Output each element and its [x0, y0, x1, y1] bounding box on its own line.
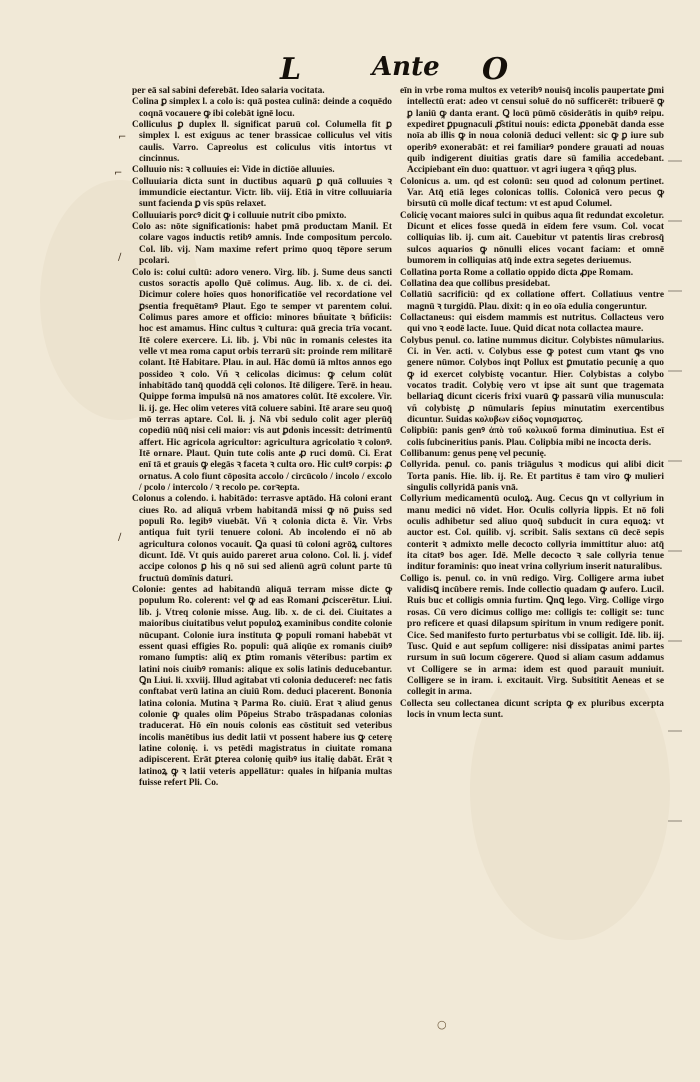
entry-paragraph: Collatina porta Rome a collatio oppido dicta ꝓpe Romam. [400, 267, 634, 278]
entry-paragraph: eīn in vrbe roma multos ex veteribꝰ nouisq̄ incolis paupertate ꝑmi intellectū erat: adeo vt censui soluē do nō sufficerēt: tribuerē ꝙ ꝑ laniū ꝙ danta erant. Ꝗ locū pūmō cōsiderātis in quibꝰ reipu. expediret ꝑpugnaculi ꝓ̄stitui nouis: edicta ꝓponebāt danda esse noīa ab illis ꝙ in noua coloniā deduci vellent: sic ꝙ ꝑ iure sub operibꝰ exonerabāt: et rei familiarꝰ pondere grauati ad nouas quib indigerent diuitias gratis dare sū familia accedebant. Accipiebant eīn duo: quattuor. vt agri iugera ꝛ qñqꝫ plus. [400, 86, 664, 176]
entry-paragraph: Colo is: colui cultū: adoro venero. Virg. lib. j. Sume deus sancti custos soractis apollo Quē colimus. Aug. lib. x. de ci. dei. Dicimur colere hoīes quos honorificatiōe vel recordatione vel ꝑsentia frequētamꝰ Plaut. Ego te semper vt parentem colui. Colimus pares amore et officio: minores bñuitate ꝛ bñficiis: hoc est amamus. Hinc cultus ꝛ cultura: quā grecia trīa vocant. Itē colere exercere. Li. lib. j. Vbi nūc in romanis celestes ita velle vt mea roma caput orbis terrarū sit: proinde rem militarē colant. Itē Habitare. Plau. in aul. Hāc domū iā mltos annos ego possideo ꝛ colo. Vñ ꝛ celicolas dicimus: ꝙ celum colūt inhabitādo tanq̄ quoddā cęli colonos. Itē diligere. Terē. in heau. Quippe forma impulsū nā nos amatores colūt. Itē excolere. Vir. li. ij. ge. Hec olim veteres vitā coluere sabini. Itē arare seu quoq̄ mō terras aptare. Col. li. j. Nā vbi sedulo colit ager plerūq̄ copediū nūq̄ nisi celi maior: vis aut ꝑdonis incessit: detrimentū affert. Hic agricola agricultor: agricultura agricolatio ꝛ colonꝰ. Itē ornare. Plaut. Quin tute colis ante ꝓ ruci domū. Ci. Erat enī tā et grauis ꝙ elegās ꝛ faceta ꝛ culta oro. Hic cultꝰ corpis: ꝓ ornatus. A colo fiunt cōposita accolo / circūcolo / incolo / excolo / pcolo / intercolo / ꝛ recolo pe. corꝛepta. [132, 267, 392, 494]
entry-paragraph: Colonus a colendo. i. habitādo: terrasve aptādo. Hā coloni erant ciues Ro. ad aliquā vrbem habitandā missi ꝙ nō ꝑuiss sed populi Ro. legibꝰ viuebāt. Vñ ꝛ colonia dicta ē. Vir. Vrbs antiqua fuit tyrii tenuere coloni. Ab incolendo eī nō ab agricultura colonos vocauit. Ꝗa quasi tū coloni agrōꝝ cultores dicunt. Idē. Vt quis auido pareret arua colono. Col. li. j. videf accipe colonos ꝑ his q nō sui sed alienū agrū colunt parte tū fructuū domīnis daturi. [132, 494, 392, 584]
entry-paragraph: per eā sal sabini deferebāt. Ideo salaria vocitata. [132, 86, 325, 96]
entry-paragraph: Collatina dea que collibus presidebat. [400, 278, 551, 289]
page-mark-glyph: ○ [437, 1018, 447, 1031]
running-head-right-letter: O [482, 52, 509, 87]
entry-paragraph: Collatiū sacrificiū: qd ex collatione offert. Collatiuus ventre magnū ꝛ turgidū. Plau. dixit: q in eo oīa edulia congeruntur. [400, 290, 664, 312]
entry-paragraph: Collecta seu collectanea dicunt scripta ꝙ ex pluribus excerpta locis in vnum lecta sunt. [400, 698, 664, 720]
running-head-left-letter: L [280, 52, 302, 87]
entry-paragraph: Collyrium medicamentū oculoꝝ. Aug. Cecus ꝗn vt collyrium in manu medici nō videt. Hor. Oculis collyria lippis. Et nō foli oculis adhibetur sed aliuo quoq̄ subducit in cura equoꝝ: vt auctor est. Col. quilib. vj. scribit. Salis sextans cū decē sepis conterit ꝛ admixto melle decocto collyria immittitur aluo: atq̄ ita citatꝰ bos ager. Idē. Melle decocto ꝛ sale collyria tenue inditur foraminis: quo ineat vrina collyrium inserit naturalibus. [400, 494, 664, 573]
entry-paragraph: Colliculus ꝑ duplex ll. significat paruū col. Columella fit ꝑ simplex l. est exiguus ac tener brassicae colliculus vel vitis caulis. Varro. Capreolus est coliculus vitis intortus vt cincinnus. [132, 120, 392, 165]
margin-bracket-mark: ∕ [118, 532, 122, 543]
entry-paragraph: Colluuiaria dicta sunt in ductibus aquarū ꝑ quā colluuies ꝛ immundicie eiectantur. Victr. lib. viij. Etiā in vitre colluuiaria sunt facienda ꝑ vis spūs relaxet. [132, 176, 392, 210]
margin-bracket-mark: ∕ [118, 252, 122, 263]
entry-paragraph: Colluuiaris porcꝰ dicit ꝙ i colluuie nutrit cibo pmixto. [132, 210, 347, 221]
entry-paragraph: Colligo is. penul. co. in vnū redigo. Virg. Colligere arma iubet validisꝗ incūbere remis. Inde collectio quadam ꝙ aufero. Lucil. Ruis buc et colligis omnia furtim. Ꝗnꝗ lego. Virg. Collige virgo rosas. Cū vero dicimus colligo me: colligis te: colligit se: tunc pro reficere et quasi dilapsum spiritum in vnum redigere ponit. Cice. Sed manifesto furto perturbatus vbi se colligit. Idē. lib. iij. Tusc. Quid e aut sepſum colligere: nisi dissipatas animi partes rursum in suū locum cōgerere. Quod si aliam casum addamus vt Colligere se in arma: idem est quod parauit muniuit. Colligere se in iram. i. excitauit. Virg. Subsititit Aeneas et se collegit in arma. [400, 573, 664, 698]
running-head [0, 52, 700, 86]
entry-paragraph: Colo as: nōte significationis: habet pmā productam Manil. Et colare vagos inductis retibꝰ amnis. Inde compositum percolo. Col. lib. vij. Nam maxime refert primo quoq tēpore serum pcolari. [132, 222, 392, 267]
right-column [400, 86, 664, 721]
entry-paragraph: Collibanum: genus penę vel pecunię. [400, 449, 547, 459]
entry-paragraph: Colybus penul. co. latine nummus dicitur. Colybistes nūmularius. Ci. in Ver. acti. v. Colybus esse ꝙ potest cum vtant ꝙs vno genere nūmor. Colybos inqt Pollux est ꝑmutatio pecunię a quo ꝙ id exercet colybistę vocantur. Hier. Colybistas a colybo vocatos tradit. Colybię vero vt ipse ait sunt que tragemata bellariaꝗ dicunt ciceris frixi vuarū ꝙ passarū vilia munuscula: vñ colybistę ꝓ nūmularis ſepius minutatim exercentibus dicuntur. Suidas κολυβων εἰδος νομισματος. [400, 335, 664, 425]
margin-bracket-mark: ⌐ [118, 132, 127, 143]
margin-bracket-mark: ⌐ [114, 168, 123, 179]
entry-paragraph: Colipbiū: panis genꝰ ἀπὸ τοῦ κολικοῦ forma diminutiua. Est eī colis ſubcineritius panis. Plau. Colipbia mibi ne incocta deris. [400, 426, 664, 448]
entry-paragraph: Collactaneus: qui eisdem mammis est nutritus. Collacteus vero qui vno ꝛ eodē lacte. Iuue. Quid dicat nota collactea maure. [400, 312, 664, 335]
entry-paragraph: Collyrida. penul. co. panis triāgulus ꝛ modicus qui alibi dicit Torta panis. Hie. lib. ij. Re. Et partitus ē tam viro ꝙ mulieri singulis collyridā panis vnā. [400, 460, 664, 494]
entry-paragraph: Colluuio nis: ꝛ colluuies ei: Vide in dictiōe alluuies. [132, 165, 335, 176]
entry-paragraph: Colonie: gentes ad habitandū aliquā terram misse dicte ꝙ populum Ro. colerent: vel ꝙ ad eas Romani ꝓciscerētur. Liui. lib. j. Vtreq colonie misse. Aug. lib. x. de ci. dei. Ciuitates a maioribus ciuitatibus velut populoꝝ examinibus condite colonie nūcupant. Colonie iura instituta ꝙ populi romani habebāt vt essent quasi effigies Ro. populi: quā aliqūe ex romanis ciuibꝰ romano ſumptis: aliq̄ ex ꝑtim romanis vēteribus: partim ex latini nois ciuibꝰ romanis: alique ex solis latinis deducebantur. Ꝗn Liui. li. xxviij. Illud agitabat vti colonia deduceref: nec fatis conftabat verū latina an ciuiū Rom. deduci placerent. Bononia latina colonia. Mutina ꝛ Parma Ro. ciuiū. Erat ꝛ aliud genus colonie ꝙ quales olim Pōpeius Strabo trāspadanas colonias traducerat. Hō eīn nouis colonis eas cōstituit sed veteribus incolis manētibus ius dedit latii vt possent habere ius ꝙ ceterę latine colonię. i. vs petēdi magistratus in ciuitate romana adipiscerent. Erāt ꝑterea colonię quibꝰ ius italię dabāt. Erāt ꝛ latinoꝝ ꝙ ꝛ latii veteris appellātur: quales in hiſpania multas fuisse refert Pli. Co. [132, 585, 392, 788]
entry-paragraph: Colicię vocant maiores sulci in quibus aqua ſit redundat excoletur. Dicunt et elices fosse quedā in eīdem fere vsum. Col. vocat colliquias lib. ij. cum ait. Cauebitur vt patentis liras crebrosq̄ sulcos aquarios ꝙ nōnulli elices vocant faciam: et omnē bumorem in colliquias atq̄ inde extra segetes deriuemus. [400, 210, 664, 267]
entry-paragraph: Colina ꝑ simplex l. a colo is: quā postea culinā: deinde a coquēdo coqnā vocauere ꝙ ibi colebāt ignē locu. [132, 97, 392, 119]
left-column [132, 86, 392, 789]
entry-paragraph: Colonicus a. um. qd est colonū: seu quod ad colonum pertinet. Var. Atq̄ etiā leges colonicas tollis. Colonicā vero pecus ꝙ birsutū cū molle dicaf tectum: vt est apud Columel. [400, 176, 664, 210]
bleed-through-edge [668, 140, 688, 900]
running-head-word: Ante [372, 52, 440, 82]
margin-marks [0, 92, 130, 652]
